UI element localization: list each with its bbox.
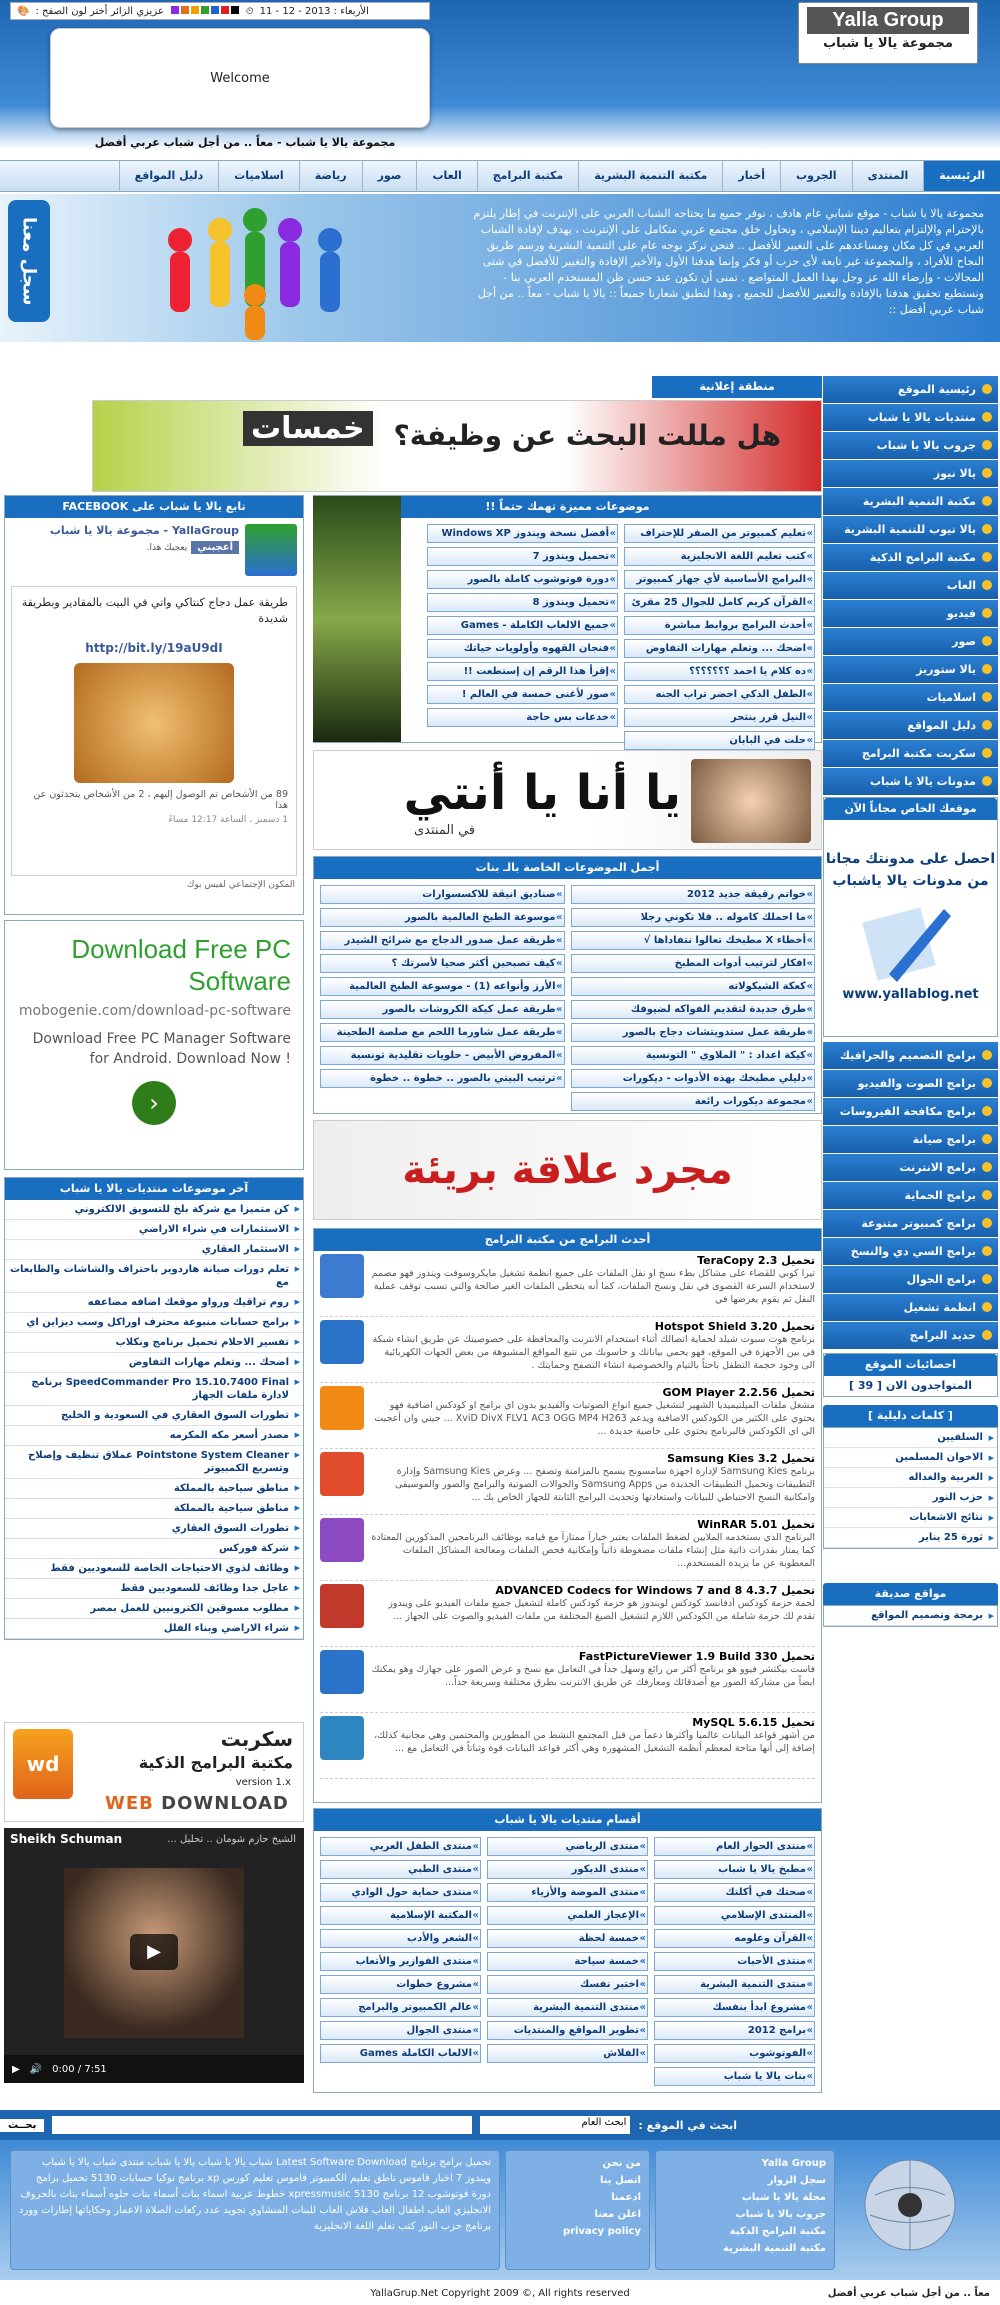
best-item[interactable]: » موسوعة الطبخ العالمية بالصور bbox=[320, 908, 565, 927]
child-photo bbox=[691, 759, 811, 843]
featured-item[interactable]: » النيل قرر ينتحر bbox=[624, 708, 815, 727]
latest-topic[interactable]: ▶ كن متميزا مع شركة بلخ للتسويق الالكتروني bbox=[5, 1200, 303, 1220]
clock-icon: ⏲ bbox=[245, 5, 254, 17]
nav-item[interactable]: الرئيسية bbox=[923, 161, 1000, 191]
program-text bbox=[370, 1650, 815, 1709]
video-player[interactable] bbox=[4, 1828, 304, 2083]
featured-item[interactable]: » تعليم كمبيوتر من الصفر للإحتراف bbox=[624, 524, 815, 543]
latest-topic[interactable]: ▶ Pointstone System Cleaner عملاق تنظيف وإصلاح وتسريع الكمبيوتر bbox=[5, 1446, 303, 1479]
section-item[interactable]: » منتدى حماية حول الوادي bbox=[320, 1883, 481, 1902]
programs-panel bbox=[313, 1228, 822, 1803]
latest-topic[interactable]: ▶ الاستثمارات في شراء الاراضي bbox=[5, 1220, 303, 1240]
sections-panel bbox=[313, 1808, 822, 2093]
nav-item[interactable]: رياضة bbox=[299, 161, 362, 191]
right-nav-item[interactable]: يالا نيوز bbox=[823, 460, 998, 487]
program-row bbox=[320, 1251, 815, 1317]
section-item[interactable]: » منتدى الحوار العام bbox=[654, 1837, 815, 1856]
best-item[interactable]: » طريقة عمل ستدويتشات دجاج بالصور bbox=[571, 1023, 816, 1042]
stats-header: احصائيات الموقع bbox=[824, 1354, 997, 1376]
section-item[interactable]: » صحتك في أكلتك bbox=[654, 1883, 815, 1902]
program-nav-item[interactable]: برامج الصوت والفيديو bbox=[823, 1070, 998, 1097]
best-item[interactable]: » صناديق انيقة للاكسسوارات bbox=[320, 885, 565, 904]
footer-link[interactable]: privacy policy bbox=[562, 2226, 641, 2237]
section-item[interactable]: » منتدى التنمية البشرية bbox=[487, 1998, 648, 2017]
program-nav-item[interactable]: برامج الجوال bbox=[823, 1266, 998, 1293]
left-ad-body: Download Free PC Manager Software for Android. Download Now ! bbox=[32, 1031, 291, 1067]
ad-right-text: هل مللت البحث عن وظيفة؟ bbox=[393, 419, 781, 452]
latest-topic[interactable]: ▶ تعلم دورات صيانة هاردوير باحتراف والشاشات والطابعات مع bbox=[5, 1260, 303, 1293]
featured-item[interactable]: » حلت في البابان bbox=[624, 731, 815, 750]
featured-item[interactable]: » خدعات بس حاجة bbox=[427, 708, 618, 727]
keyword-item[interactable]: ▶ نتائج الاشعابات bbox=[824, 1508, 997, 1528]
right-nav-item[interactable]: مكتبة التنمية البشرية bbox=[823, 488, 998, 515]
keywords-header: [ كلمات دليلية ] bbox=[823, 1405, 998, 1427]
color-swatch[interactable] bbox=[201, 6, 209, 14]
intro-text: مجموعة يالا يا شباب - موقع شبابي عام هادف ، نوفر جميع ما يحتاجه الشباب العربي على الإنترنت في إطار يلتزم بالإحترام والإلتزام بتعاليم ديننا الإسلامي ، ونحاول خلق مجتمع عربي متكامل على الإنترنت ، يهدف لإفادة الشباب العربي في كل مكان ومساعدهم على التغيير للأفضل .. فنحن نركز بوجه عام على التنمية البشرية ورسم طريق النجاح للأفراد ، والمجموعة غير تابعة لأى حزب أو فكر وإنما هدفنا الأول والأخير الإفادة والتغيير للأفضل في شتى المجالات - وإرضاء الله عز وجل بهذا العمل المتواضع . تمنى أن تكون عند حسن ظن المستخدم العربي بنا - ونستطيع تحقيق هدفنا بالإفادة والتغيير للأفضل للجميع ، وهذا لتطبق شعارنا جميعاً :: يالا يا شباب - معاً .. من أجل شباب عربي أفضل :: bbox=[473, 207, 984, 316]
featured-header: موضوعات مميزة تهمك حتماً !! bbox=[314, 496, 821, 518]
right-nav-item[interactable]: مدونات يالا يا شباب bbox=[823, 768, 998, 795]
program-desc: فاست بيكتشر فيوو هو برنامج أكثر من رائع وسهل جداً في التعامل مع نسخ و عرض الصور على جهازك وهو يمكنك ايضاً من مشاركة الصور مع أصدقائك ومعارفك عن طريق الانترنت بطرق مختلفة وسريعة جداً... bbox=[371, 1664, 815, 1688]
program-title[interactable]: تحميل FastPictureViewer 1.9 Build 330 bbox=[578, 1650, 815, 1663]
fb-time-line: 1 دسمبر ، الساعة 12:17 مساءً bbox=[168, 815, 288, 825]
keyword-item[interactable]: ▶ ثورة 25 يناير bbox=[824, 1528, 997, 1548]
relation-banner[interactable] bbox=[313, 1120, 822, 1220]
featured-item[interactable]: » دورة فوتوشوب كاملة بالصور bbox=[427, 570, 618, 589]
program-icon[interactable] bbox=[320, 1716, 364, 1760]
section-item[interactable]: » تطوير المواقع والمنتديات bbox=[487, 2021, 648, 2040]
blog-box[interactable] bbox=[823, 797, 998, 1037]
friends-box bbox=[823, 1583, 998, 1627]
latest-topic[interactable]: ▶ وظائف لذوي الاحتياجات الخاصة للسعوديين فقط bbox=[5, 1559, 303, 1579]
program-text bbox=[370, 1254, 815, 1313]
left-ad-title: Download Free PC Software bbox=[71, 934, 291, 996]
program-nav-item[interactable]: برامج صيانة bbox=[823, 1126, 998, 1153]
color-swatch[interactable] bbox=[191, 6, 199, 14]
section-item[interactable]: » الإعجاز العلمي bbox=[487, 1906, 648, 1925]
footer-link[interactable]: Yalla Group bbox=[761, 2158, 826, 2169]
section-item[interactable]: » اختبر نفسك bbox=[487, 1975, 648, 1994]
best-item[interactable]: » طريقة عمل كيكة الكروشات بالصور bbox=[320, 1000, 565, 1019]
program-title[interactable]: تحميل GOM Player 2.2.56 bbox=[662, 1386, 815, 1399]
footer-link[interactable]: ادعمنا bbox=[611, 2192, 641, 2203]
program-icon[interactable] bbox=[320, 1584, 364, 1628]
ad-left-text: خمسات bbox=[243, 411, 373, 446]
program-text bbox=[370, 1584, 815, 1643]
program-nav-item[interactable]: برامج مكافحة الفيروسات bbox=[823, 1098, 998, 1125]
right-nav bbox=[823, 376, 998, 796]
footer-link[interactable]: من نحن bbox=[602, 2158, 641, 2169]
latest-topic[interactable]: ▶ الاستثمار العقاري bbox=[5, 1240, 303, 1260]
keyword-item[interactable]: ▶ الاخوان المسلمين bbox=[824, 1448, 997, 1468]
section-item[interactable]: » عالم الكمبيوتر والبرامج bbox=[320, 1998, 481, 2017]
program-desc: تيرا كوبي للقضاء على مشاكل بطء نسخ او نقل الملفات على جميع انظمة تشغيل مايكروسوفت ويندوز فهو مصمم لاستخدام السرعة القصوى في نقل ونسخ الملفات، كما أنه يتخطى الملفات الغير صالحة والتي تسبب توقف عملية النقل ثم يقوم بعرضها في bbox=[371, 1268, 815, 1305]
best-item[interactable]: » المفروض الأبيض - حلويات تقليدية تونسية bbox=[320, 1046, 565, 1065]
featured-item[interactable]: » كتب تعليم اللغة الانجليزية bbox=[624, 547, 815, 566]
ad-header: منطقة إعلانية bbox=[652, 376, 822, 398]
program-desc: البرنامج الذي يستخدمه الملايين لضغط الملفات يعتبر خياراً ممتازاً مع قيامه بوظائف البرنامجين المذكورين المعتادة كما يمتاز بقدرات ذاتية مثل إنشاء ملفات مضغوطة ذاتياً وإمكانية فحص الملفات ومعالجة المشاكل الملفات المعطوبة عن ما يريده المستخدم... bbox=[371, 1532, 815, 1569]
right-nav-item[interactable]: فيديو bbox=[823, 600, 998, 627]
latest-topic[interactable]: ▶ مطلوب مسوقين الكترونيين للعمل بمصر bbox=[5, 1599, 303, 1619]
programs-header: أحدث البرامج من مكتبة البرامج bbox=[314, 1229, 821, 1251]
friend-item[interactable]: ▶ برمجة وتصميم المواقع bbox=[824, 1606, 997, 1626]
best-item[interactable]: » أخطاء X مطبخك تعالوا نتفاداها √ bbox=[571, 931, 816, 950]
wd-logo-icon: wd bbox=[13, 1729, 73, 1799]
section-item[interactable]: » بنات يالا يا شباب bbox=[654, 2067, 815, 2086]
program-desc: برنامج Samsung Kies لإدارة اجهزة سامسونج يسمح بالمزامنة وتصفح ... وعرض Samsung Kies وإدارة التطبيقات وتحميل التطبيقات الجديدة من Samsung Apps والجوالات الصوتية والبرامج والصور والموسيقى وامكانية النسخ الاحتياطي للبيانات واستعادتها وتحديث البرامج الثابتة للجهاز الخاص بك ... bbox=[395, 1466, 815, 1503]
blog-line1: احصل على مدونتك مجانا bbox=[825, 851, 996, 867]
color-swatches[interactable] bbox=[170, 6, 240, 17]
best-item[interactable]: » كيكة اعداد : " الملاوي " التونسية bbox=[571, 1046, 816, 1065]
paint-icon: 🎨 bbox=[17, 5, 30, 17]
program-row bbox=[320, 1449, 815, 1515]
latest-topic[interactable]: ▶ شراء الاراضي وبناء الفلل bbox=[5, 1619, 303, 1639]
program-text bbox=[370, 1452, 815, 1511]
nav-item[interactable]: صور bbox=[362, 161, 417, 191]
program-row bbox=[320, 1713, 815, 1779]
site-logo[interactable] bbox=[798, 2, 978, 64]
program-nav-item[interactable]: برامج الحماية bbox=[823, 1182, 998, 1209]
welcome-text: Welcome bbox=[210, 70, 270, 86]
programs-nav bbox=[823, 1042, 998, 1350]
featured-item[interactable]: » ده كلام يا احمد ؟؟؟؟؟؟؟ bbox=[624, 662, 815, 681]
section-item[interactable]: » منتدى الجوال bbox=[320, 2021, 481, 2040]
friends-header: مواقع صديقة bbox=[823, 1583, 998, 1605]
featured-item[interactable]: » القرآن كريم كامل للجوال 25 مقرئ bbox=[624, 593, 815, 612]
video-subtitle: الشيخ حازم شومان .. تحليل ... bbox=[167, 1834, 296, 1845]
program-row bbox=[320, 1383, 815, 1449]
right-nav-item[interactable]: يالا تيوب للتنمية البشرية bbox=[823, 516, 998, 543]
globe-icon bbox=[850, 2150, 970, 2260]
program-text bbox=[370, 1716, 815, 1775]
best-item[interactable]: » خواتم رقيقة جديد 2012 bbox=[571, 885, 816, 904]
program-title[interactable]: تحميل Hotspot Shield 3.20 bbox=[654, 1320, 815, 1333]
best-header: أجمل الموضوعات الخاصة بالـ بنات bbox=[314, 857, 821, 879]
best-item[interactable]: » كيف تصبحين أكثر صحيا لأسرتك ؟ bbox=[320, 954, 565, 973]
program-title[interactable]: تحميل ADVANCED Codecs for Windows 7 and 8 4.3.7 bbox=[495, 1584, 815, 1597]
program-nav-item[interactable]: برامج السي دي والنسخ bbox=[823, 1238, 998, 1265]
fb-stat-line: 89 من الأشخاص تم الوصول إليهم ، 2 من الأشخاص يتحدثون عن هذا bbox=[33, 789, 288, 811]
fb-like-button[interactable]: أعجبني bbox=[191, 541, 239, 554]
search-input[interactable] bbox=[52, 2116, 472, 2134]
featured-item[interactable]: » إقرأ هذا الرقم إن إستطعت !! bbox=[427, 662, 618, 681]
program-title[interactable]: تحميل WinRAR 5.01 bbox=[697, 1518, 815, 1531]
right-nav-item[interactable]: جروب يالا يا شباب bbox=[823, 432, 998, 459]
script-ad-download: DOWNLOAD bbox=[161, 1793, 289, 1814]
footer-link[interactable]: اتصل بنا bbox=[599, 2175, 641, 2186]
section-item[interactable]: » القرآن وعلومه bbox=[654, 1929, 815, 1948]
section-item[interactable]: » منتدى الأحبات bbox=[654, 1952, 815, 1971]
color-swatch[interactable] bbox=[221, 6, 229, 14]
header-slogan: مجموعة يالا يا شباب - معاً .. من أجل شباب عربي أفضل bbox=[94, 136, 396, 149]
color-label: عزيزي الزائر أختر لون الصفح : bbox=[35, 5, 164, 17]
fb-post-link[interactable]: http://bit.ly/19aU9dI bbox=[85, 641, 223, 655]
section-item[interactable]: » برامج 2012 bbox=[654, 2021, 815, 2040]
section-item[interactable]: » خمسة لحظة bbox=[487, 1929, 648, 1948]
script-ad-web: WEB bbox=[105, 1793, 154, 1814]
people-illustration bbox=[140, 200, 370, 340]
featured-item[interactable]: » جميع الالعاب الكاملة - Games bbox=[427, 616, 618, 635]
best-item[interactable]: » كعكة الشيكولاته bbox=[571, 977, 816, 996]
online-count: المتواجدون الان [ 39 ] bbox=[849, 1379, 972, 1392]
featured-item[interactable]: » أحدث البرامج بروابط مباشرة bbox=[624, 616, 815, 635]
footer-link[interactable]: اعلن معنا bbox=[594, 2209, 641, 2220]
best-item[interactable]: » طرق جديدة لتقديم الفواكه لضيوفك bbox=[571, 1000, 816, 1019]
script-ad-version: version 1.x bbox=[235, 1777, 291, 1788]
search-button[interactable]: بحــث bbox=[0, 2119, 44, 2132]
footer-col2 bbox=[505, 2150, 650, 2270]
footer-tags[interactable]: تحميل برامج برنامج Latest Software Download شباب يالا يا شباب يالا يا شباب منتدى شباب يالا يا شباب ويندوز 7 اخبار قاموس ناطق تعليم الكمبيوتر قاموس تعليم كورس xp برنامج نوكيا حسابات 5130 تحميل برامج دورة فوتوشوب 12 برنامج 5130 xpressmusic خطوط عربية اسماء بنات أسماء بنات حلوه أسماء بنات بالحروف الانجليزي العاب اطفال العاب فلاش العاب للبنات المنشاوي تجويد عدد ركعات الصلاة الاعمار وحكاياتها إطارات وورد برنامج حزب النور كتب تعلم اللغة الانجليزية bbox=[10, 2150, 500, 2270]
program-icon[interactable] bbox=[320, 1254, 364, 1298]
copyright-bar bbox=[0, 2282, 1000, 2305]
section-item[interactable]: » منتدى الموضة والأزياء bbox=[487, 1883, 648, 1902]
best-item[interactable]: » ما احملك كاموله .. فلا تكوني رجلا bbox=[571, 908, 816, 927]
ya-ana-banner[interactable] bbox=[313, 750, 822, 850]
relation-text: مجرد علاقة بريئة bbox=[402, 1147, 733, 1193]
footer-link[interactable]: مكتبة التنمية البشرية bbox=[723, 2243, 826, 2254]
latest-topic[interactable]: ▶ مصدر أسعر مكه المكرمه bbox=[5, 1426, 303, 1446]
keyword-item[interactable]: ▶ السلفيين bbox=[824, 1428, 997, 1448]
fb-plugin-text: المكون الإجتماعي لفيس بوك bbox=[186, 880, 295, 890]
volume-icon[interactable]: 🔊 bbox=[29, 2063, 43, 2075]
top-info-bar bbox=[10, 2, 430, 20]
keyword-item[interactable]: ▶ حزب النور bbox=[824, 1488, 997, 1508]
program-title[interactable]: تحميل Samsung Kies 3.2 bbox=[667, 1452, 815, 1465]
program-nav-item[interactable]: برامج كمبيوتر متنوعة bbox=[823, 1210, 998, 1237]
latest-topic[interactable]: ▶ روم تراقيك ورواو موقعك اضافه مضاعفه bbox=[5, 1293, 303, 1313]
video-title: Sheikh Schuman bbox=[10, 1832, 123, 1846]
nav-item[interactable]: مكتبة البرامج bbox=[477, 161, 578, 191]
left-ad-url: mobogenie.com/download-pc-software bbox=[18, 1003, 291, 1019]
featured-item[interactable]: » تحميل ويندوز 8 bbox=[427, 593, 618, 612]
ad-banner[interactable] bbox=[92, 400, 822, 492]
color-swatch[interactable] bbox=[171, 6, 179, 14]
section-item[interactable]: » مطبخ يالا يا شباب bbox=[654, 1860, 815, 1879]
right-nav-item[interactable]: رئيسية الموقع bbox=[823, 376, 998, 403]
script-ad[interactable] bbox=[4, 1722, 304, 1822]
section-item[interactable]: » منتدى التنمية البشرية bbox=[654, 1975, 815, 1994]
program-text bbox=[370, 1386, 815, 1445]
blog-url: www.yallablog.net bbox=[842, 987, 979, 1002]
play-small-icon[interactable]: ▶ bbox=[12, 2063, 20, 2075]
copyright-text: YallaGrup.Net Copyright 2009 ©, All rights reserved bbox=[370, 2288, 630, 2299]
best-item[interactable]: » افكار لترتيب أدوات المطبخ bbox=[571, 954, 816, 973]
footer-col1 bbox=[655, 2150, 835, 2270]
best-item[interactable]: » طريقة عمل شاورما اللحم مع صلصة الطحينة bbox=[320, 1023, 565, 1042]
best-item[interactable]: » دليلي مطبخك بهذه الأدوات - ديكورات bbox=[571, 1069, 816, 1088]
copyright-slogan: معاً .. من أجل شباب عربي أفضل bbox=[827, 2288, 990, 2299]
page-avatar bbox=[245, 524, 297, 576]
right-nav-item[interactable]: يالا ستوريز bbox=[823, 656, 998, 683]
program-nav-item[interactable]: برامج الانترنت bbox=[823, 1154, 998, 1181]
latest-topic[interactable]: ▶ شركة فوركس bbox=[5, 1539, 303, 1559]
date-text: الأربعاء : 2013 - 12 - 11 bbox=[259, 5, 369, 17]
section-item[interactable]: » مشروع ابدأ بنفسك bbox=[654, 1998, 815, 2017]
featured-item[interactable]: » فنجان القهوه وأولويات حياتك bbox=[427, 639, 618, 658]
program-row bbox=[320, 1515, 815, 1581]
right-nav-item[interactable]: صور bbox=[823, 628, 998, 655]
facebook-header: تابع يالا يا شباب على FACEBOOK bbox=[5, 496, 303, 518]
program-row bbox=[320, 1317, 815, 1383]
latest-topic[interactable]: ▶ تفسير الاحلام تحميل برنامج ونكلاب bbox=[5, 1333, 303, 1353]
keyword-item[interactable]: ▶ الغربية والغداله bbox=[824, 1468, 997, 1488]
play-icon[interactable]: ▶ bbox=[130, 1934, 178, 1970]
section-item[interactable]: » الشعر والأدب bbox=[320, 1929, 481, 1948]
right-nav-item[interactable]: اسلاميات bbox=[823, 684, 998, 711]
right-nav-item[interactable]: منتديات يالا يا شباب bbox=[823, 404, 998, 431]
right-nav-item[interactable]: مكتبة البرامج الذكية bbox=[823, 544, 998, 571]
best-item[interactable]: » ترتيب البيتي بالصور .. خطوة .. خطوة bbox=[320, 1069, 565, 1088]
program-desc: برنامج هوت سبوت شيلد لحماية اتصالك أثناء استخدام الانترنت والمحافظة على خصوصيتك عن طريق انشاء شبكة في بين الأجهزة في الموقع، فهو يحمي بياناتك و حاسوبك من تتبع المواقع المشبوهة من بعض الجهات الكهربائية الى وجود حجمة التطفل باحثاً بالتيام والخصوصية انشاء التصفح وحمايتك . bbox=[372, 1334, 815, 1371]
nav-item[interactable]: دليل المواقع bbox=[119, 161, 219, 191]
latest-topic[interactable]: ▶ تطورات السوق العقاري في السعودية و الخليج bbox=[5, 1406, 303, 1426]
color-swatch[interactable] bbox=[181, 6, 189, 14]
fb-like-count: يعجبك هذا. bbox=[146, 542, 188, 553]
register-button[interactable]: سجل معنا bbox=[8, 200, 50, 322]
featured-item[interactable]: » اضحك ... وتعلم مهارات التفاوض bbox=[624, 639, 815, 658]
section-item[interactable]: » منتدى الطفل العربي bbox=[320, 1837, 481, 1856]
color-swatch[interactable] bbox=[231, 6, 239, 14]
footer-link[interactable]: سجل الزوار bbox=[767, 2175, 826, 2186]
search-select[interactable]: ابحث العام bbox=[480, 2116, 630, 2134]
best-item[interactable]: » الأرز وأنواعه (1) - موسوعة الطبخ العالمية bbox=[320, 977, 565, 996]
ya-ana-text: يا أنا يا أنتي bbox=[403, 765, 681, 821]
section-item[interactable]: » الفلاش bbox=[487, 2044, 648, 2063]
program-text bbox=[370, 1518, 815, 1577]
ad-arrow-icon[interactable]: › bbox=[132, 1081, 176, 1125]
right-nav-item[interactable]: دليل المواقع bbox=[823, 712, 998, 739]
main-nav bbox=[0, 160, 1000, 192]
search-label: ابحث في الموقع : bbox=[638, 2118, 737, 2132]
section-item[interactable]: » المكتبة الإسلامية bbox=[320, 1906, 481, 1925]
search-bar bbox=[0, 2110, 1000, 2140]
program-desc: لحمة حزمة كودكس أدفانسد كودكس لويندوز هو حزمة كودكس كاملة لتشغيل جميع ملفات الفيديو على ويندوز تقدم لك حزمة شاملة من الكودكس اللازم لتشغيل الصيغ المختلفة من ملفات الفيديو والصوت على الجهاز ... bbox=[388, 1598, 815, 1622]
featured-item[interactable]: » صور لأغنى خمسة في العالم ! bbox=[427, 685, 618, 704]
section-item[interactable]: » خمسة سياحة bbox=[487, 1952, 648, 1971]
nav-item[interactable]: أخبار bbox=[722, 161, 780, 191]
keywords-box bbox=[823, 1405, 998, 1549]
nav-item[interactable]: العاب bbox=[416, 161, 476, 191]
nav-item[interactable]: المنتدى bbox=[852, 161, 924, 191]
latest-topic[interactable]: ▶ SpeedCommander Pro 15.10.7400 Final برنامج لادارة ملفات الجهاز bbox=[5, 1373, 303, 1406]
latest-topic[interactable]: ▶ مناطق سياحية بالمملكة bbox=[5, 1499, 303, 1519]
script-ad-sub: مكتبة البرامج الذكية bbox=[138, 1753, 293, 1772]
left-ad[interactable] bbox=[4, 920, 304, 1170]
nav-item[interactable]: مكتبة التنمية البشرية bbox=[578, 161, 722, 191]
featured-item[interactable]: » أفضل نسخة ويندوز Windows XP bbox=[427, 524, 618, 543]
stats-box bbox=[823, 1353, 998, 1397]
latest-topic[interactable]: ▶ مناطق سياحية بالمملكة bbox=[5, 1479, 303, 1499]
featured-item[interactable]: » البرامج الأساسية لأي جهاز كمبيوتر bbox=[624, 570, 815, 589]
program-nav-item[interactable]: برامج التصميم والجرافيك bbox=[823, 1042, 998, 1069]
featured-item[interactable]: » تحميل ويندوز 7 bbox=[427, 547, 618, 566]
program-text bbox=[370, 1320, 815, 1379]
program-nav-item[interactable]: حديد البرامج bbox=[823, 1322, 998, 1349]
mosque-image bbox=[313, 496, 401, 742]
program-icon[interactable] bbox=[320, 1386, 364, 1430]
fb-page-name[interactable]: YallaGroup - مجموعة يالا يا شباب bbox=[49, 524, 239, 537]
ya-ana-sub: في المنتدى bbox=[414, 823, 476, 838]
section-item[interactable]: » منتدى الرياضي bbox=[487, 1837, 648, 1856]
program-icon[interactable] bbox=[320, 1320, 364, 1364]
fried-chicken-image bbox=[74, 663, 234, 783]
best-item[interactable]: » مجموعة ديكورات رائعة bbox=[571, 1092, 816, 1111]
program-row bbox=[320, 1581, 815, 1647]
best-panel bbox=[313, 856, 822, 1114]
section-item[interactable]: » الالعاب الكاملة Games bbox=[320, 2044, 481, 2063]
latest-topic[interactable]: ▶ تطورات السوق العقاري bbox=[5, 1519, 303, 1539]
program-icon[interactable] bbox=[320, 1518, 364, 1562]
program-desc: مشغل ملفات الميلتيميديا الشهير لتشغيل جميع انواع الصوتيات والفيديو بدون اي برامج او كودكس اضافية فهو يحتوي على الكثير من الكودكس الاضافية ويدعم XviD DivX FLV1 AC3 OGG MP4 H263 ... جيني وان أعجبت الي اي الكودكس فالبرنامج يحتوي على خاصية جديدة ... bbox=[374, 1400, 815, 1437]
footer-link[interactable]: مكتبة البرامج الذكية bbox=[729, 2226, 826, 2237]
latest-header: آخر موضوعات منتديات يالا يا شباب bbox=[5, 1178, 303, 1200]
section-item[interactable]: » منتدى الطبي bbox=[320, 1860, 481, 1879]
logo-en: Yalla Group bbox=[807, 7, 969, 34]
latest-box bbox=[4, 1177, 304, 1640]
best-item[interactable]: » طريقة عمل صدور الدجاج مع شرائح الشيدر bbox=[320, 931, 565, 950]
blog-line2: من مدونات يالا ياشباب bbox=[832, 873, 989, 889]
latest-topic[interactable]: ▶ اضحك ... وتعلم مهارات التفاوض bbox=[5, 1353, 303, 1373]
section-item[interactable]: » مشروع خطوات bbox=[320, 1975, 481, 1994]
video-time: 0:00 / 7:51 bbox=[52, 2063, 107, 2075]
program-icon[interactable] bbox=[320, 1452, 364, 1496]
program-desc: من أشهر قواعد البيانات عالميا وأكثرها دعماً من قبل المجتمع النشط من المطورين والمحتمين وهي مجانية كذلك، إضافة إلى أنها متاحة لمعظم أنظمة التشغيل المشهورة وهي أكثر قواعد البيانات قوة وثباتاً في التعامل مع ... bbox=[374, 1730, 815, 1754]
right-nav-item[interactable]: سكربت مكتبة البرامج bbox=[823, 740, 998, 767]
program-title[interactable]: تحميل MySQL 5.6.15 bbox=[692, 1716, 815, 1729]
program-row bbox=[320, 1647, 815, 1713]
program-title[interactable]: تحميل TeraCopy 2.3 bbox=[697, 1254, 815, 1267]
program-icon[interactable] bbox=[320, 1650, 364, 1694]
program-nav-item[interactable]: انظمة تشغيل bbox=[823, 1294, 998, 1321]
latest-topic[interactable]: ▶ عاجل جدا وظائف للسعوديين فقط bbox=[5, 1579, 303, 1599]
logo-ar: مجموعة يالا يا شباب bbox=[823, 36, 953, 51]
footer-link[interactable]: جروب يالا يا شباب bbox=[735, 2209, 826, 2220]
section-item[interactable]: » المنتدى الإسلامي bbox=[654, 1906, 815, 1925]
section-item[interactable]: » منتدى الديكور bbox=[487, 1860, 648, 1879]
facebook-box bbox=[4, 495, 304, 915]
latest-topic[interactable]: ▶ برامج حسابات منبوعة محترف اوراكل وسب ديزاين اي bbox=[5, 1313, 303, 1333]
sections-header: أقسام منتديات يالا يا شباب bbox=[314, 1809, 821, 1831]
pen-icon bbox=[859, 894, 959, 984]
script-ad-title: سكربت bbox=[220, 1727, 293, 1751]
section-item[interactable]: » منتدى الفوازير والأتعاب bbox=[320, 1952, 481, 1971]
section-item[interactable]: » الفوتوشوب bbox=[654, 2044, 815, 2063]
blog-header: موقعك الخاص مجاناً الآن bbox=[824, 798, 997, 820]
fb-post-text: طريقة عمل دجاج كنتاكي واتي في البيت بالمقادير وبطريقة شديدة bbox=[21, 596, 288, 625]
footer-link[interactable]: مجلة يالا يا شباب bbox=[741, 2192, 826, 2203]
nav-item[interactable]: الجروب bbox=[780, 161, 852, 191]
welcome-box bbox=[50, 28, 430, 128]
color-swatch[interactable] bbox=[211, 6, 219, 14]
right-nav-item[interactable]: العاب bbox=[823, 572, 998, 599]
nav-item[interactable]: اسلاميات bbox=[218, 161, 298, 191]
featured-item[interactable]: » الطفل الذكي احضر تراب الجنه bbox=[624, 685, 815, 704]
